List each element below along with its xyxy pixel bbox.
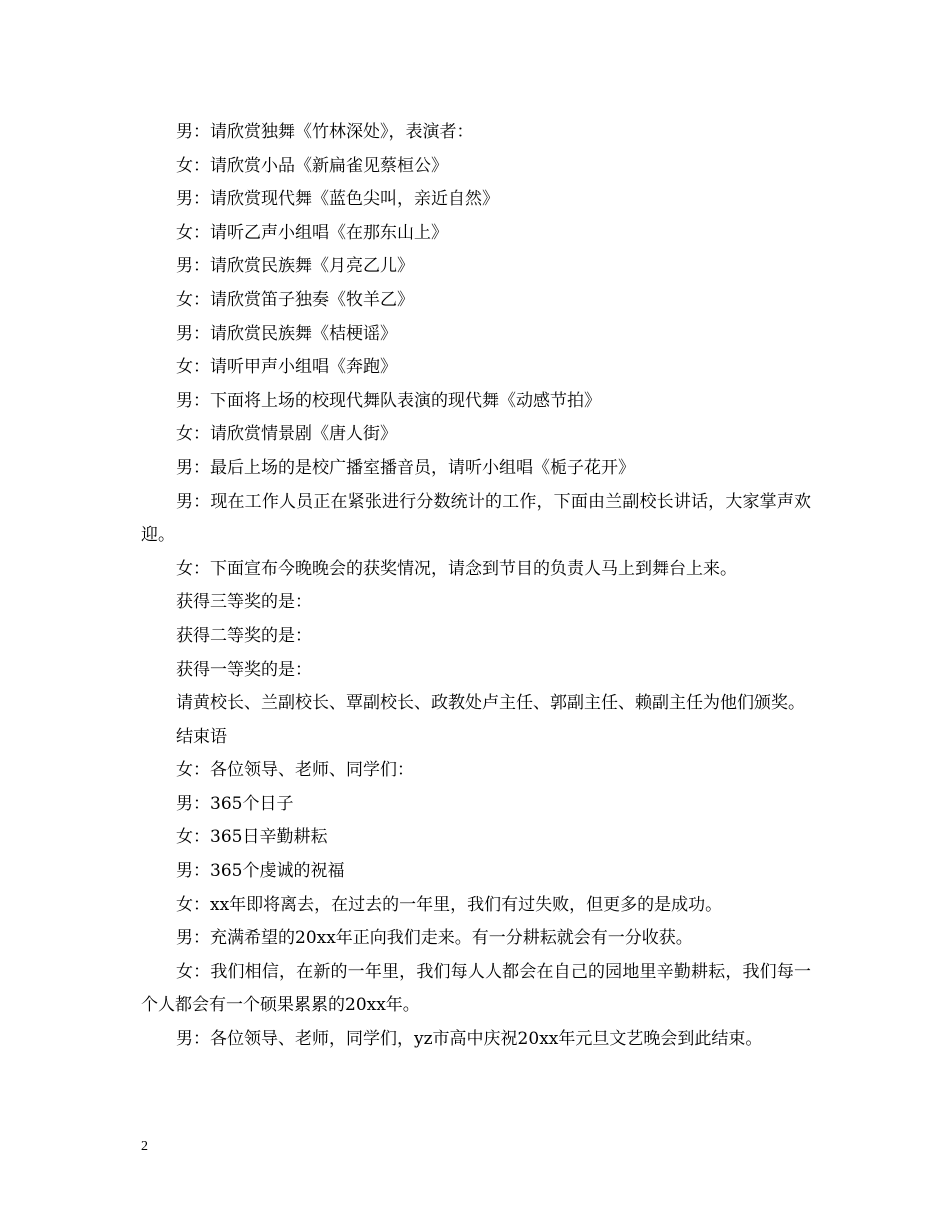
paragraph: 获得三等奖的是： <box>176 592 312 613</box>
paragraph: 男：请欣赏民族舞《月亮乙儿》 <box>176 256 414 277</box>
paragraph: 男：请欣赏现代舞《蓝色尖叫，亲近自然》 <box>176 189 499 210</box>
section-heading: 结束语 <box>176 726 227 747</box>
paragraph: 女：下面宣布今晚晚会的获奖情况，请念到节目的负责人马上到舞台上来。 <box>176 558 737 579</box>
paragraph: 男：请欣赏独舞《竹林深处》，表演者： <box>176 122 474 142</box>
paragraph: 男：下面将上场的校现代舞队表演的现代舞《动感节拍》 <box>176 390 601 411</box>
paragraph: 男：请欣赏民族舞《桔梗谣》 <box>176 323 397 344</box>
paragraph: 获得一等奖的是： <box>176 659 312 680</box>
paragraph: 男：各位领导、老师，同学们，yz市高中庆祝20xx年元旦文艺晚会到此结束。 <box>176 1029 763 1050</box>
page-number: 2 <box>141 1139 148 1154</box>
paragraph: 获得二等奖的是： <box>176 625 312 646</box>
paragraph: 女：365日辛勤耕耘 <box>176 827 328 848</box>
paragraph: 女：各位领导、老师、同学们： <box>176 760 414 781</box>
paragraph: 女：请欣赏笛子独奏《牧羊乙》 <box>176 289 414 310</box>
paragraph: 女：请欣赏情景剧《唐人街》 <box>176 424 397 445</box>
paragraph: 女：请欣赏小品《新扁雀见蔡桓公》 <box>176 155 448 176</box>
paragraph: 女：请听甲声小组唱《奔跑》 <box>176 357 397 378</box>
paragraph: 男：365个日子 <box>176 793 294 814</box>
paragraph: 男：现在工作人员正在紧张进行分数统计的工作，下面由兰副校长讲话，大家掌声欢迎。 <box>141 491 811 546</box>
paragraph: 男：365个虔诚的祝福 <box>176 861 345 882</box>
paragraph: 男：充满希望的20xx年正向我们走来。有一分耕耘就会有一分收获。 <box>176 928 693 949</box>
paragraph: 请黄校长、兰副校长、覃副校长、政教处卢主任、郭副主任、赖副主任为他们颁奖。 <box>176 693 805 714</box>
paragraph: 女：我们相信，在新的一年里，我们每人人都会在自己的园地里辛勤耕耘，我们每一个人都会有一个硕果累累的20xx年。 <box>141 961 811 1016</box>
paragraph: 女：请听乙声小组唱《在那东山上》 <box>176 222 448 243</box>
paragraph: 女：xx年即将离去，在过去的一年里，我们有过失败，但更多的是成功。 <box>176 894 723 915</box>
page-body <box>141 116 811 1057</box>
paragraph: 男：最后上场的是校广播室播音员，请听小组唱《栀子花开》 <box>176 457 635 478</box>
